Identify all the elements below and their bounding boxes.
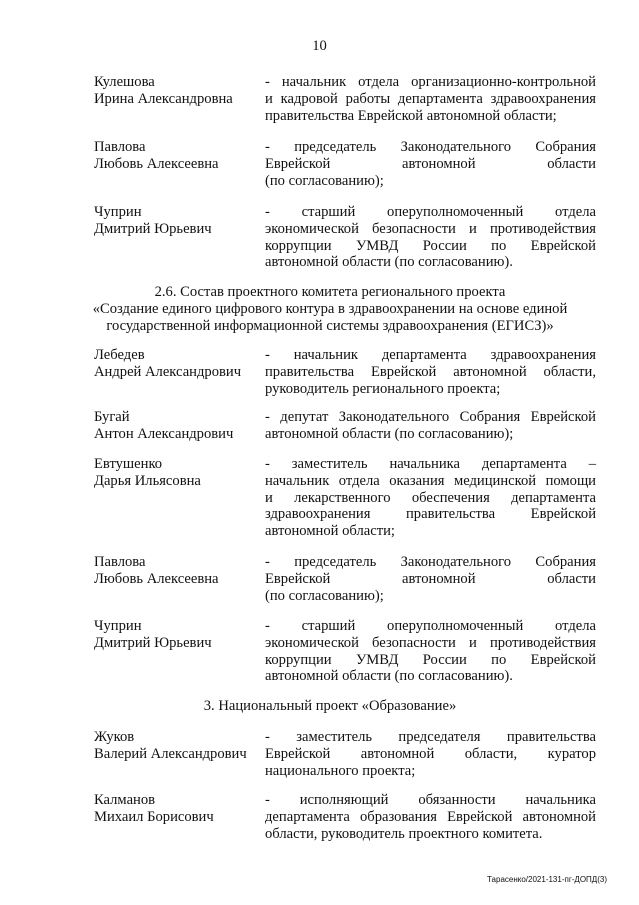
role-line: национального проекта;: [265, 762, 416, 779]
given-names: Дарья Ильясовна: [94, 472, 201, 489]
given-names: Валерий Александрович: [94, 745, 247, 762]
member-role: [265, 139, 596, 189]
role-line: начальник отдела оказания медицинской помощи: [265, 472, 596, 489]
section-heading-3: [60, 698, 600, 715]
role-line: (по согласованию);: [265, 587, 384, 604]
member-name: [94, 74, 259, 108]
member-name: [94, 792, 259, 826]
section-subtitle: государственной информационной системы здравоохранения (ЕГИСЗ)»: [106, 317, 554, 334]
member-role: [265, 554, 596, 604]
member-role: [265, 456, 596, 540]
section-heading-2-6: [60, 284, 600, 334]
member-name: [94, 409, 259, 443]
role-line: Еврейской автономной области: [265, 155, 596, 172]
role-line: - старший оперуполномоченный отдела: [265, 204, 596, 220]
role-line: экономической безопасности и противодействия: [265, 220, 596, 237]
role-line: коррупции УМВД России по Еврейской: [265, 237, 596, 254]
section-subtitle: «Создание единого цифрового контура в здравоохранении на основе единой: [92, 300, 568, 317]
section-title: 3. Национальный проект «Образование»: [203, 698, 457, 714]
member-name: [94, 729, 259, 763]
role-line: Еврейской автономной области, куратор: [265, 745, 596, 762]
role-line: коррупции УМВД России по Еврейской: [265, 651, 596, 668]
role-line: - заместитель председателя правительства: [265, 729, 596, 745]
page-number: 10: [312, 38, 327, 54]
given-names: Ирина Александровна: [94, 90, 233, 107]
member-name: [94, 347, 259, 381]
member-role: [265, 204, 596, 271]
role-line: автономной области (по согласованию);: [265, 425, 514, 442]
member-role: [265, 74, 596, 124]
member-name: [94, 204, 259, 238]
role-line: правительства Еврейской автономной области,: [265, 363, 596, 380]
surname: Евтушенко: [94, 456, 163, 472]
member-name: [94, 554, 259, 588]
surname: Чуприн: [94, 204, 142, 220]
role-line: автономной области;: [265, 523, 395, 540]
document-code: Тарасенко/2021-131-пг-ДОПД(3): [487, 875, 607, 884]
role-line: - заместитель начальника департамента –: [265, 456, 596, 472]
role-line: - старший оперуполномоченный отдела: [265, 618, 596, 634]
surname: Калманов: [94, 792, 156, 808]
member-role: [265, 618, 596, 685]
member-name: [94, 456, 259, 490]
role-line: области, руководитель проектного комитета.: [265, 825, 543, 842]
role-line: - исполняющий обязанности начальника: [265, 792, 596, 808]
given-names: Андрей Александрович: [94, 363, 242, 380]
role-line: - начальник департамента здравоохранения: [265, 347, 596, 363]
surname: Бугай: [94, 409, 130, 425]
role-line: здравоохранения правительства Еврейской: [265, 506, 596, 523]
member-name: [94, 139, 259, 173]
role-line: экономической безопасности и противодействия: [265, 634, 596, 651]
given-names: Любовь Алексеевна: [94, 570, 219, 587]
surname: Павлова: [94, 139, 146, 155]
role-line: и лекарственного обеспечения департамента: [265, 489, 596, 506]
role-line: правительства Еврейской автономной области;: [265, 107, 557, 124]
surname: Чуприн: [94, 618, 142, 634]
given-names: Антон Александрович: [94, 425, 234, 442]
role-line: Еврейской автономной области: [265, 570, 596, 587]
member-role: [265, 347, 596, 397]
role-line: автономной области (по согласованию).: [265, 668, 513, 685]
surname: Павлова: [94, 554, 146, 570]
given-names: Михаил Борисович: [94, 808, 214, 825]
given-names: Дмитрий Юрьевич: [94, 220, 212, 237]
member-role: [265, 792, 596, 842]
role-line: автономной области (по согласованию).: [265, 254, 513, 271]
role-line: - начальник отдела организационно-контрольной: [265, 74, 596, 90]
role-line: - председатель Законодательного Собрания: [265, 554, 596, 570]
given-names: Дмитрий Юрьевич: [94, 634, 212, 651]
surname: Лебедев: [94, 347, 145, 363]
surname: Кулешова: [94, 74, 155, 90]
member-role: [265, 409, 596, 443]
role-line: - председатель Законодательного Собрания: [265, 139, 596, 155]
member-role: [265, 729, 596, 779]
role-line: - депутат Законодательного Собрания Еврейской: [265, 409, 596, 425]
given-names: Любовь Алексеевна: [94, 155, 219, 172]
surname: Жуков: [94, 729, 135, 745]
role-line: и кадровой работы департамента здравоохранения: [265, 90, 596, 107]
role-line: (по согласованию);: [265, 172, 384, 189]
role-line: департамента образования Еврейской автономной: [265, 808, 596, 825]
section-title: 2.6. Состав проектного комитета регионального проекта: [154, 284, 506, 300]
member-name: [94, 618, 259, 652]
role-line: руководитель регионального проекта;: [265, 380, 501, 397]
